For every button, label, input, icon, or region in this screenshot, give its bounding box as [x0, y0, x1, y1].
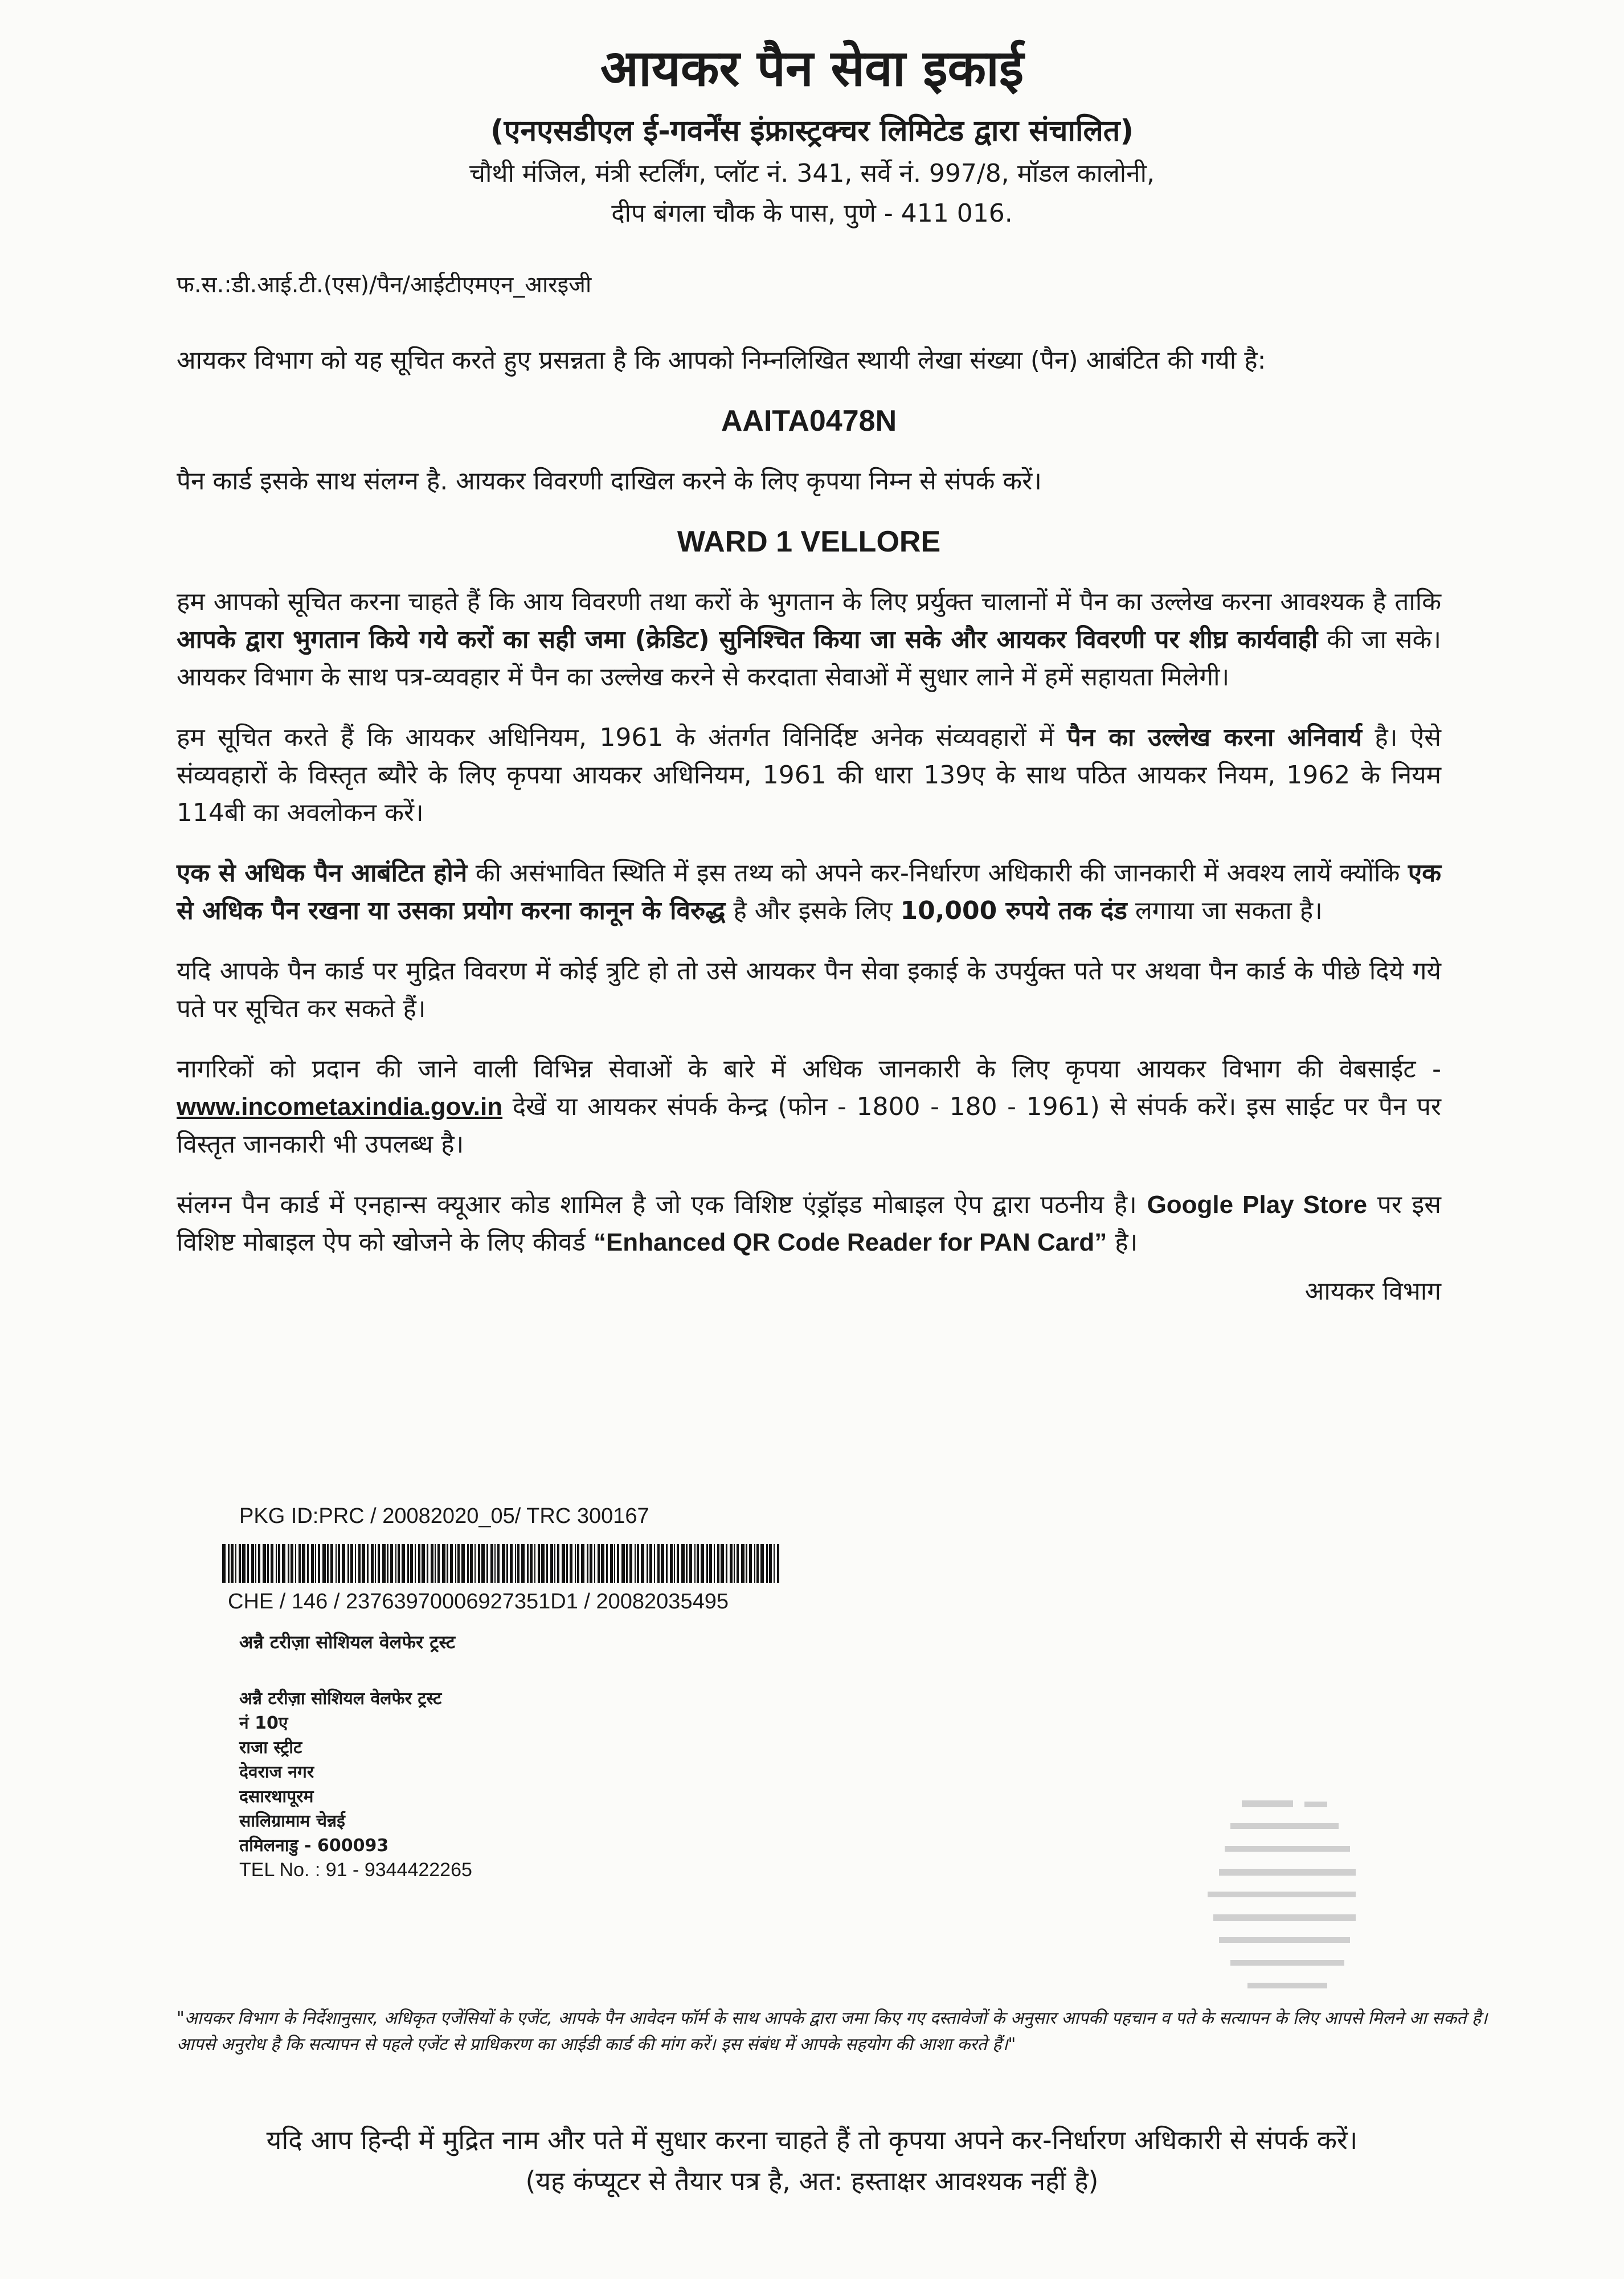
tracking-code: CHE / 146 / 23763970006927351D1 / 20082035495: [228, 1590, 729, 1614]
para5-text-a: नागरिकों को प्रदान की जाने वाली विभिन्न सेवाओं के बारे में अधिक जानकारी के लिए कृपया आयकर विभाग की वेबसाईट -: [177, 1055, 1441, 1084]
address-line: अन्नै टरीज़ा सोशियल वेलफेर ट्रस्ट: [239, 1689, 442, 1709]
para3-text-f: लगाया जा सकता है।: [1127, 896, 1323, 925]
recipient-address: [239, 1686, 472, 1882]
para2-bold: पैन का उल्लेख करना अनिवार्य: [1067, 723, 1362, 752]
intro-text: आयकर विभाग को यह सूचित करते हुए प्रसन्नता है कि आपको निम्नलिखित स्थायी लेखा संख्या (पैन) आबंटित की गयी है:: [177, 346, 1266, 375]
address-line: राजा स्ट्रीट: [239, 1738, 302, 1758]
para3-text-d: है और इसके लिए: [725, 896, 901, 925]
para6-text-a: संलग्न पैन कार्ड में एनहान्स क्यूआर कोड शामिल है जो एक विशिष्ट एंड्रॉइड मोबाइल ऐप द्वारा पठनीय है।: [177, 1190, 1147, 1219]
para1-bold: आपके द्वारा भुगतान किये गये करों का सही जमा (क्रेडिट) सुनिश्चित किया जा सके और आयकर विवरणी पर शीघ्र कार्यवाही: [177, 625, 1318, 654]
letter-body: [177, 342, 1441, 1333]
assessing-ward: WARD 1 VELLORE: [677, 525, 941, 558]
pan-number: AAITA0478N: [721, 405, 897, 438]
paragraph-website: [177, 1051, 1441, 1163]
telephone-number: TEL No. : 91 - 9344422265: [239, 1859, 472, 1881]
letter-footer: [0, 2119, 1624, 2202]
letter-header: [0, 34, 1624, 234]
verification-note: "आयकर विभाग के निर्देशानुसार, अधिकृत एजेंसियों के एजेंट, आपके पैन आवेदन फॉर्म के साथ आपके द्वारा जमा किए गए दस्तावेजों के अनुसार आपकी पहचान व पते के सत्यापन के लिए आपसे मिलने आ सकते है। आपसे अनुरोध है कि सत्यापन से पहले एजेंट से प्राधिकरण का आईडी कार्ड की मांग करें। इस संबंध में आपके सहयोग की आशा करते हैं।": [177, 2008, 1488, 2055]
paragraph-mandatory-pan: [177, 719, 1441, 832]
address-line: दसारथापूरम: [239, 1787, 314, 1807]
para6-text-c: पर इस विशिष्ट मोबाइल ऐप को खोजने के लिए कीवर्ड: [177, 1190, 1442, 1257]
website-link[interactable]: www.incometaxindia.gov.in: [177, 1093, 503, 1121]
contact-text: पैन कार्ड इसके साथ संलग्न है. आयकर विवरणी दाखिल करने के लिए कृपया निम्न से संपर्क करें।: [177, 467, 1042, 496]
para1-text-c: की जा सके। आयकर विभाग के साथ पत्र-व्यवहार में पैन का उल्लेख करने से करदाता सेवाओं में सुधार लाने में हमें सहायता मिलेगी।: [177, 625, 1441, 692]
para3-bold-penalty: 10,000 रुपये तक दंड: [900, 896, 1127, 925]
paragraph-multiple-pan: [177, 855, 1441, 930]
consignee-name: अन्नै टरीज़ा सोशियल वेलफेर ट्रस्ट: [239, 1631, 455, 1653]
footer-computer-generated: (यह कंप्यूटर से तैयार पत्र है, अत: हस्ताक्षर आवश्यक नहीं है): [525, 2166, 1099, 2196]
reference-number: फ.स.:डी.आई.टी.(एस)/पैन/आईटीएमएन_आरइजी: [177, 272, 592, 298]
org-address-line2: दीप बंगला चौक के पास, पुणे - 411 016.: [611, 199, 1013, 228]
para3-bold-c: एक से अधिक पैन रखना या उसका प्रयोग करना कानून के विरुद्ध: [177, 859, 1441, 925]
play-store-label: Google Play Store: [1147, 1191, 1368, 1219]
qr-app-keyword: “Enhanced QR Code Reader for PAN Card”: [593, 1228, 1107, 1256]
barcode-image: [222, 1544, 780, 1583]
para3-text-b: की असंभावित स्थिति में इस तथ्य को अपने कर-निर्धारण अधिकारी की जानकारी में अवश्य लायें क्योंकि: [467, 859, 1408, 888]
address-line: तमिलनाडु - 600093: [239, 1836, 389, 1856]
faded-stamp-mark: [1173, 1789, 1424, 2017]
paragraph-qr-code: [177, 1186, 1441, 1261]
package-id: PKG ID:PRC / 20082020_05/ TRC 300167: [239, 1504, 649, 1528]
para2-text-c: है। ऐसे संव्यवहारों के विस्तृत ब्यौरे के लिए कृपया आयकर अधिनियम, 1961 की धारा 139ए के साथ पठित आयकर नियम, 1962 के नियम 114बी का अवलोकन करें।: [177, 723, 1441, 827]
para1-text-a: हम आपको सूचित करना चाहते हैं कि आय विवरणी तथा करों के भुगतान के लिए प्रर्युक्त चालानों में पैन का उल्लेख करना आवश्यक है ताकि: [177, 587, 1441, 616]
para3-bold-a: एक से अधिक पैन आबंटित होने: [177, 859, 468, 888]
org-title: आयकर पैन सेवा इकाई: [600, 39, 1024, 97]
paragraph-correction: यदि आपके पैन कार्ड पर मुद्रित विवरण में कोई त्रुटि हो तो उसे आयकर पैन सेवा इकाई के उपर्युक्त पते पर अथवा पैन कार्ड के पीछे दिये गये पते पर सूचित कर सकते हैं।: [177, 957, 1441, 1023]
org-address-line1: चौथी मंजिल, मंत्री स्टर्लिंग, प्लॉट नं. 341, सर्वे नं. 997/8, मॉडल कालोनी,: [469, 159, 1155, 188]
signature-department: आयकर विभाग: [1304, 1277, 1441, 1306]
para5-text-b: देखें या आयकर संपर्क केन्द्र (फोन - 1800 - 180 - 1961) से संपर्क करें। इस साईट पर पैन पर विस्तृत जानकारी भी उपलब्ध है।: [177, 1092, 1441, 1159]
para2-text-a: हम सूचित करते हैं कि आयकर अधिनियम, 1961 के अंतर्गत विनिर्दिष्ट अनेक संव्यवहारों में: [177, 723, 1067, 752]
paragraph-quote-pan: [177, 583, 1441, 696]
footer-correction-note: यदि आप हिन्दी में मुद्रित नाम और पते में सुधार करना चाहते हैं तो कृपया अपने कर-निर्धारण अधिकारी से संपर्क करें।: [266, 2125, 1358, 2155]
address-line: नं 10ए: [239, 1713, 288, 1733]
para6-text-e: है।: [1107, 1228, 1138, 1257]
address-line: सालिग्रामाम चेन्नई: [239, 1811, 345, 1831]
address-line: देवराज नगर: [239, 1762, 314, 1782]
org-subtitle: (एनएसडीएल ई-गवर्नेंस इंफ्रास्ट्रक्चर लिमिटेड द्वारा संचालित): [490, 114, 1134, 148]
